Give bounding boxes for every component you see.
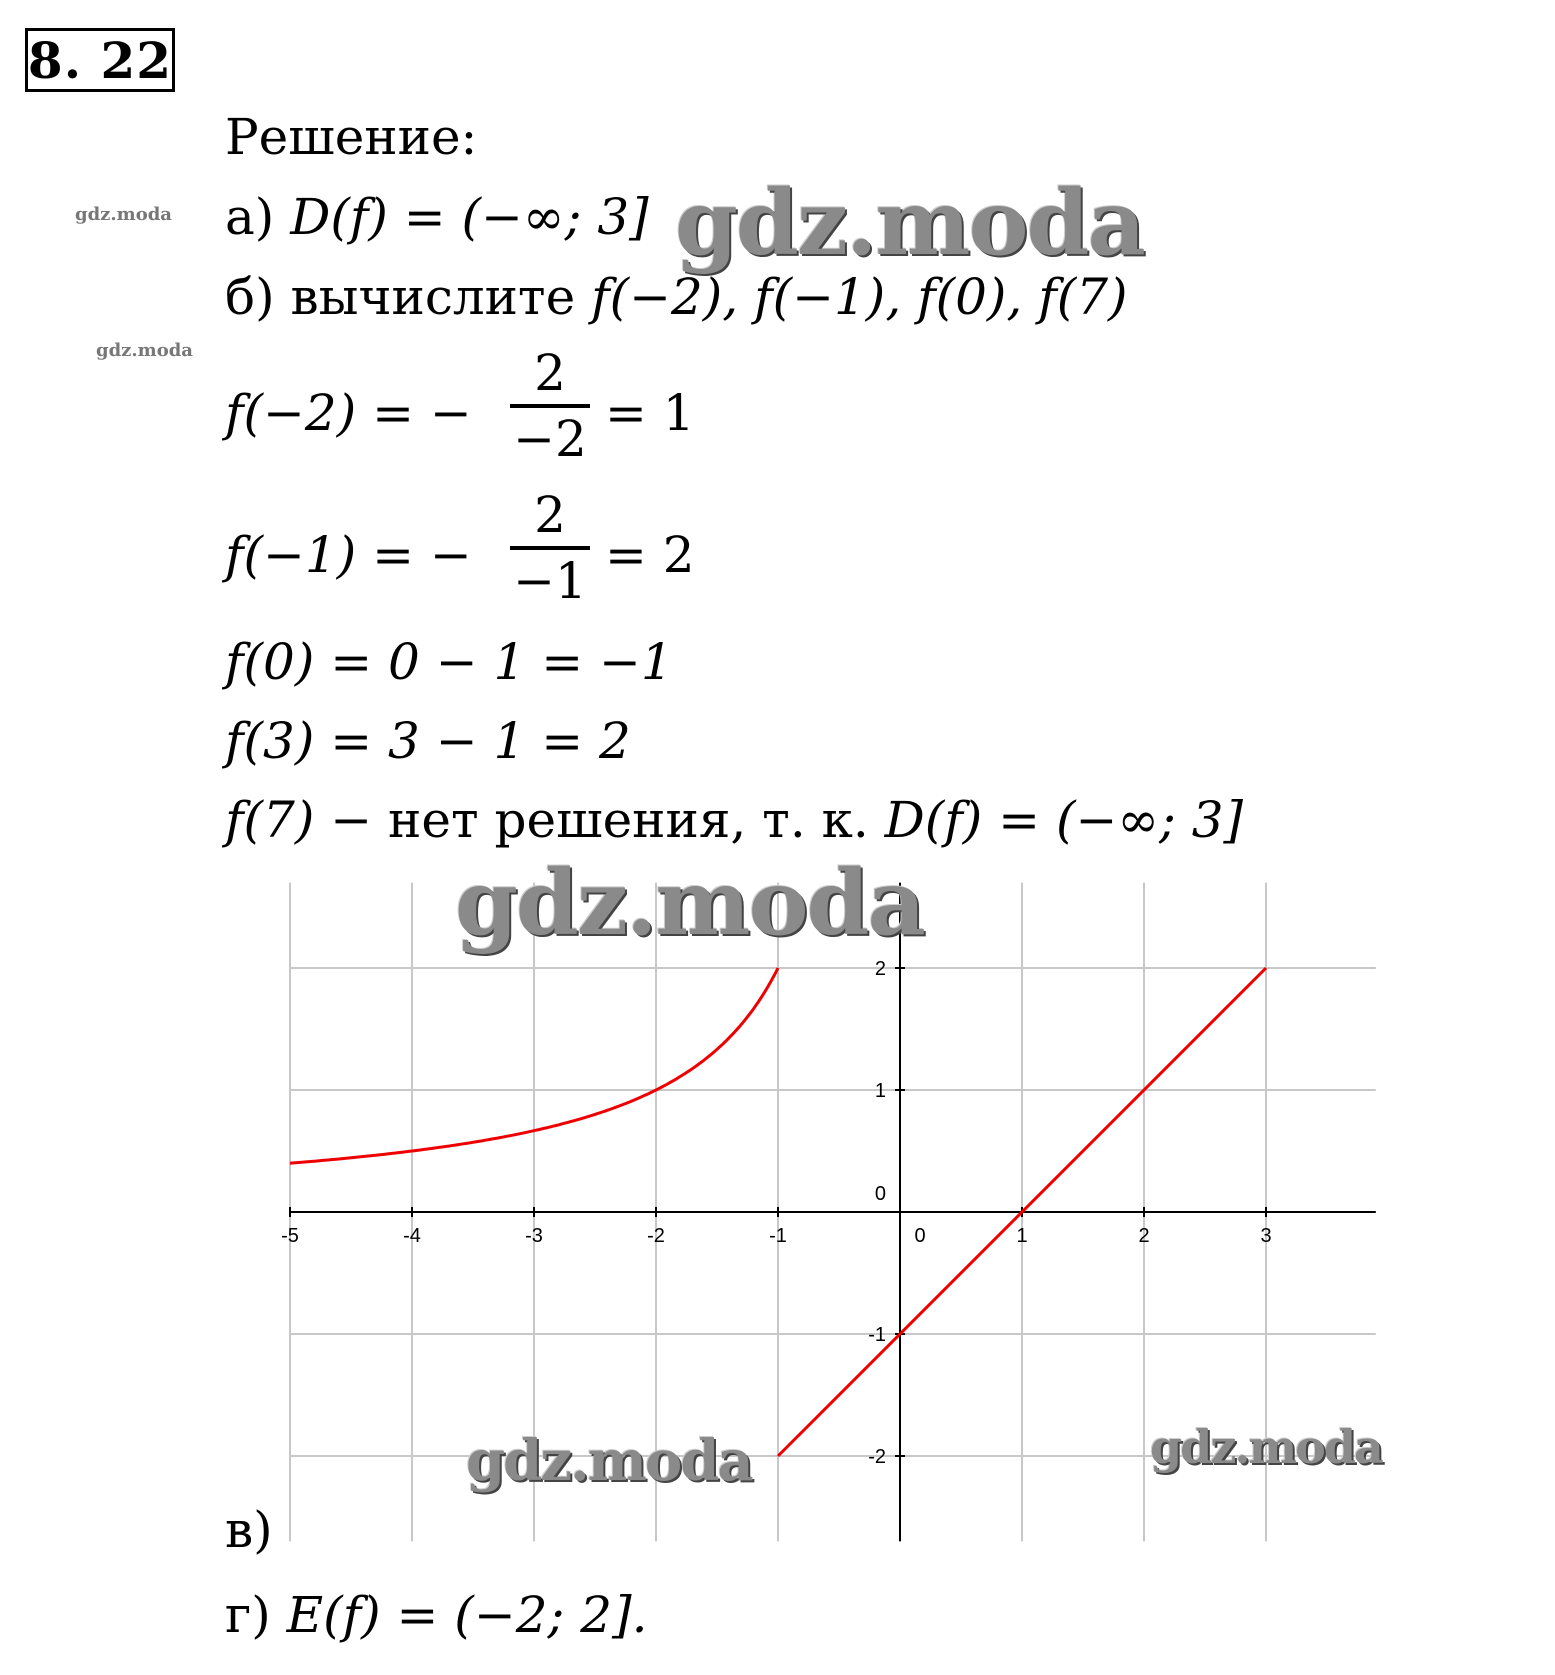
part-g-label: г) xyxy=(225,1586,271,1644)
watermark-small-2: gdz.moda xyxy=(96,340,193,361)
part-b-expr: f(−2), f(−1), f(0), f(7) xyxy=(591,268,1128,326)
x-tick-label: -1 xyxy=(769,1225,787,1247)
calc-f-7-lhs: f(7) − xyxy=(225,791,373,849)
x-tick-label: -3 xyxy=(525,1225,543,1247)
x-tick-label: 2 xyxy=(1138,1225,1150,1247)
part-g-expr: E(f) = (−2; 2]. xyxy=(286,1586,648,1644)
y-tick-label: -2 xyxy=(868,1446,886,1468)
fraction-f-m2-num: 2 xyxy=(534,344,566,402)
calc-f-7-expr: D(f) = (−∞; 3] xyxy=(884,791,1244,849)
x-tick-label: -5 xyxy=(281,1225,299,1247)
fraction-f-m1-num: 2 xyxy=(534,486,566,544)
part-g-line xyxy=(225,1586,648,1644)
y-tick-label: 2 xyxy=(874,958,886,980)
x-tick-label: -2 xyxy=(647,1225,665,1247)
calc-f-m2-lhs: f(−2) = − xyxy=(225,384,472,442)
calc-f-0: f(0) = 0 − 1 = −1 xyxy=(225,633,673,691)
solution-heading: Решение: xyxy=(225,108,478,166)
x-tick-label: 3 xyxy=(1260,1225,1272,1247)
watermark-big-3: gdz.moda xyxy=(466,1428,752,1494)
part-b-label: б) вычислите xyxy=(225,268,576,326)
part-a-expr: D(f) = (−∞; 3] xyxy=(290,188,649,246)
calc-f-m2-rhs: = 1 xyxy=(605,384,695,442)
fraction-f-m1-den: −1 xyxy=(513,552,587,610)
watermark-big-1: gdz.moda xyxy=(675,170,1144,276)
fraction-f-m2-den: −2 xyxy=(513,410,587,468)
part-v-label: в) xyxy=(225,1501,273,1559)
part-a-label: а) xyxy=(225,188,275,246)
calc-f-m1-rhs: = 2 xyxy=(605,526,695,584)
watermark-big-4: gdz.moda xyxy=(1150,1420,1382,1474)
y-tick-label: -1 xyxy=(868,1324,886,1346)
calc-f-3: f(3) = 3 − 1 = 2 xyxy=(225,712,631,770)
x-tick-label: -4 xyxy=(403,1225,421,1247)
y-tick-label: 1 xyxy=(874,1080,886,1102)
problem-number: 8. 22 xyxy=(25,28,175,92)
watermark-small-1: gdz.moda xyxy=(75,204,172,225)
calc-f-7-text: нет решения, т. к. xyxy=(388,791,869,849)
watermark-big-2: gdz.moda xyxy=(455,850,924,956)
y-tick-label: 0 xyxy=(874,1183,886,1205)
x-tick-label: 1 xyxy=(1016,1225,1028,1247)
calc-f-m1-lhs: f(−1) = − xyxy=(225,526,472,584)
x-tick-label: 0 xyxy=(914,1225,926,1247)
